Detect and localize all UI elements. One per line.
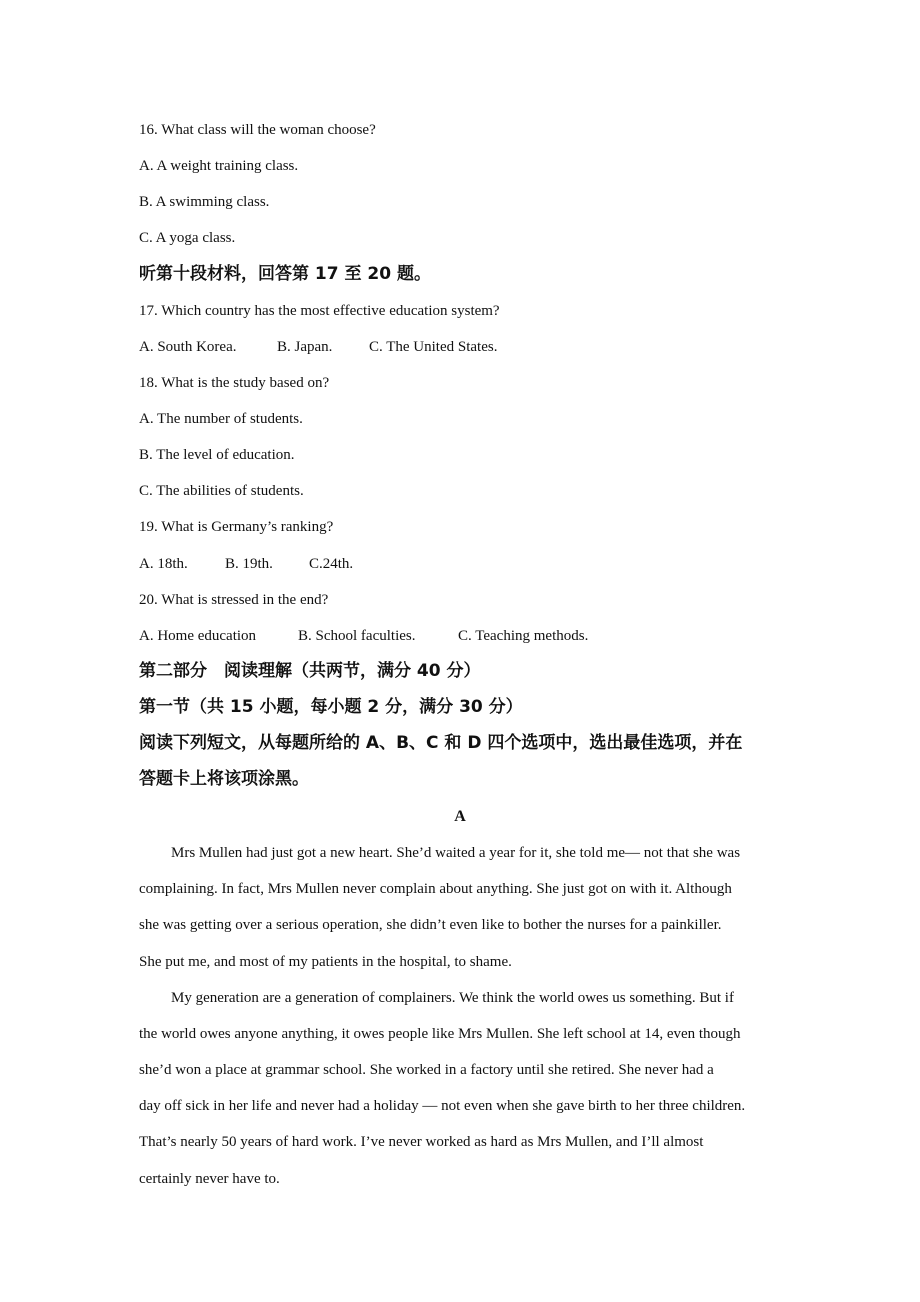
question-19: 19. What is Germany’s ranking? xyxy=(139,519,334,535)
section-10-header: 听第十段材料，回答第 17 至 20 题。 xyxy=(139,264,431,284)
paragraph-2-line: the world owes anyone anything, it owes people like Mrs Mullen. She left school at 14, even though xyxy=(139,1026,741,1042)
paragraph-2-line: That’s nearly 50 years of hard work. I’ve never worked as hard as Mrs Mullen, and I’ll almost xyxy=(139,1134,704,1150)
q19-option-a: A. 18th. xyxy=(139,556,188,572)
q16-option-b: B. A swimming class. xyxy=(139,194,270,210)
paragraph-2-line: day off sick in her life and never had a holiday — not even when she gave birth to her three children. xyxy=(139,1098,746,1114)
paragraph-1-line: she was getting over a serious operation, she didn’t even like to bother the nurses for a painkiller. xyxy=(139,917,722,933)
q20-option-a: A. Home education xyxy=(139,628,257,644)
q17-option-c: C. The United States. xyxy=(369,339,498,355)
paragraph-1-line: Mrs Mullen had just got a new heart. She’d waited a year for it, she told me— not that she was xyxy=(171,845,741,861)
q17-option-a: A. South Korea. xyxy=(139,339,237,355)
q20-options xyxy=(139,626,588,646)
q16-option-a: A. A weight training class. xyxy=(139,158,299,174)
instruction-line-1: 阅读下列短文，从每题所给的 A、B、C 和 D 四个选项中，选出最佳选项，并在 xyxy=(139,733,743,753)
q16-option-c: C. A yoga class. xyxy=(139,230,236,246)
question-16: 16. What class will the woman choose? xyxy=(139,122,376,138)
part-2-header: 第二部分 阅读理解（共两节，满分 40 分） xyxy=(139,661,481,681)
paragraph-1-line: complaining. In fact, Mrs Mullen never complain about anything. She just got on with it. Although xyxy=(139,881,732,897)
q17-option-b: B. Japan. xyxy=(277,339,333,355)
q18-option-a: A. The number of students. xyxy=(139,411,303,427)
paragraph-1-line: She put me, and most of my patients in the hospital, to shame. xyxy=(139,954,512,970)
section-1-header: 第一节（共 15 小题，每小题 2 分，满分 30 分） xyxy=(139,697,523,717)
paragraph-2-line: My generation are a generation of complainers. We think the world owes us something. But if xyxy=(171,990,734,1006)
q17-options xyxy=(139,337,497,357)
paragraph-2-line: certainly never have to. xyxy=(139,1171,280,1187)
q20-option-b: B. School faculties. xyxy=(298,628,416,644)
q20-option-c: C. Teaching methods. xyxy=(458,628,589,644)
question-20: 20. What is stressed in the end? xyxy=(139,592,329,608)
q19-option-c: C.24th. xyxy=(309,556,354,572)
question-18: 18. What is the study based on? xyxy=(139,375,330,391)
passage-title: A xyxy=(454,808,466,825)
q18-option-c: C. The abilities of students. xyxy=(139,483,304,499)
q18-option-b: B. The level of education. xyxy=(139,447,295,463)
q19-option-b: B. 19th. xyxy=(225,556,273,572)
instruction-line-2: 答题卡上将该项涂黑。 xyxy=(139,769,309,789)
question-17: 17. Which country has the most effective education system? xyxy=(139,303,500,319)
q19-options xyxy=(139,554,353,574)
paragraph-2-line: she’d won a place at grammar school. She worked in a factory until she retired. She never had a xyxy=(139,1062,714,1078)
